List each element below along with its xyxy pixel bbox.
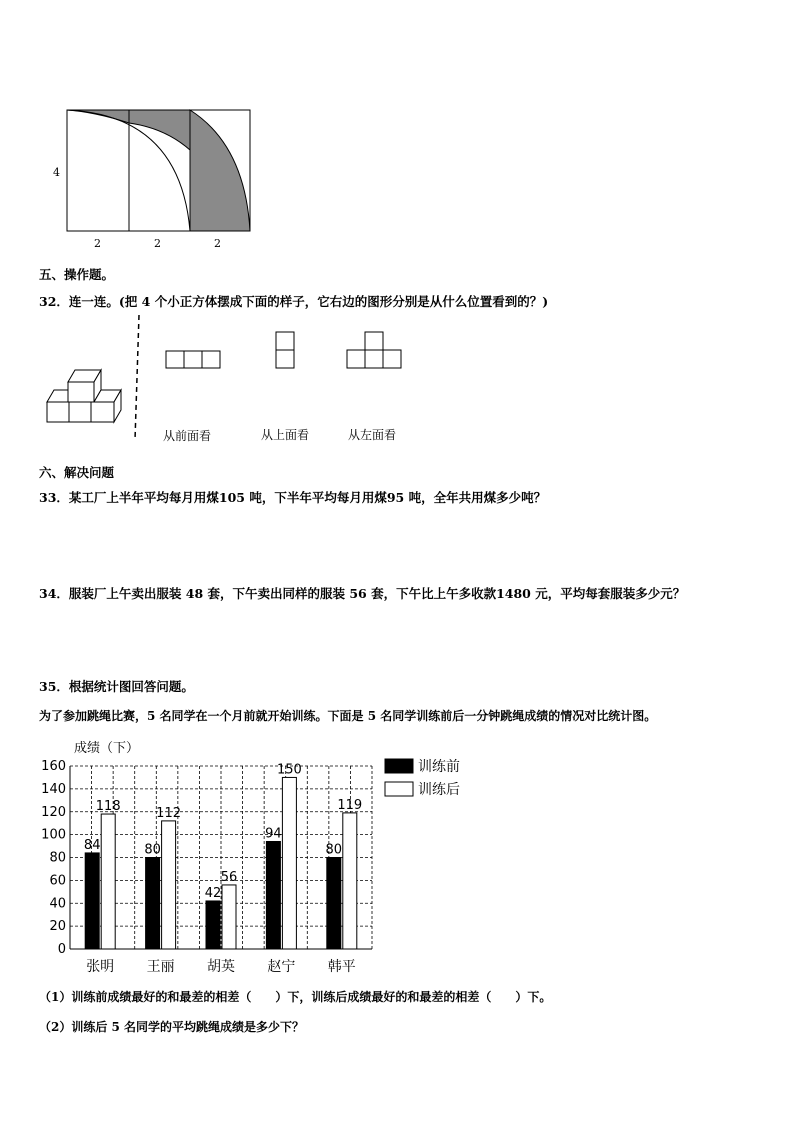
bottom-label-2: 2 <box>154 237 161 250</box>
bottom-label-3: 2 <box>214 237 221 250</box>
bar-value-label: 118 <box>95 799 121 815</box>
y-tick-label: 120 <box>41 804 66 820</box>
bar-value-label: 112 <box>156 805 182 821</box>
bar-before <box>327 858 341 950</box>
y-tick-label: 160 <box>41 759 66 774</box>
legend-swatch <box>385 759 413 773</box>
x-tick-label: 胡英 <box>207 959 235 975</box>
bar-value-label: 150 <box>276 762 302 778</box>
view-label-left: 从左面看 <box>348 428 397 442</box>
bar-value-label: 56 <box>220 869 238 885</box>
section-5-title: 五、操作题。 <box>39 267 115 282</box>
bar-after <box>222 885 236 949</box>
question-35: 35．根据统计图回答问题。 <box>39 679 194 694</box>
view-label-top: 从上面看 <box>261 428 310 442</box>
bar-after <box>162 821 176 949</box>
bar-after <box>282 777 296 949</box>
bar-value-label: 80 <box>144 842 161 858</box>
question-32: 32．连一连。(把 4 个小正方体摆成下面的样子，它右边的图形分别是从什么位置看到的？) <box>39 294 549 309</box>
question-35-intro: 为了参加跳绳比赛，5 名同学在一个月前就开始训练。下面是 5 名同学训练前后一分钟跳绳成绩的情况对比统计图。 <box>39 709 657 723</box>
x-tick-label: 赵宁 <box>267 959 296 975</box>
legend-label: 训练前 <box>418 759 460 775</box>
legend-swatch <box>385 782 413 796</box>
x-tick-label: 韩平 <box>327 959 356 975</box>
question-35-sub2: （2）训练后 5 名同学的平均跳绳成绩是多少下？ <box>39 1020 305 1034</box>
y-tick-label: 80 <box>49 850 66 866</box>
section-6-title: 六、解决问题 <box>39 465 115 480</box>
question-35-sub1: （1）训练前成绩最好的和最差的相差（ ）下，训练后成绩最好的和最差的相差（ ）下。 <box>39 990 552 1004</box>
y-axis-title: 成绩（下） <box>74 741 140 756</box>
y-tick-label: 0 <box>57 942 66 957</box>
bar-after <box>101 814 115 949</box>
y-tick-label: 20 <box>49 919 66 935</box>
y-tick-label: 140 <box>41 781 66 797</box>
legend-label: 训练后 <box>418 782 460 798</box>
y-tick-label: 40 <box>49 896 66 912</box>
bar-before <box>266 841 280 949</box>
side-length-label: 4 <box>53 166 60 179</box>
question-33: 33．某工厂上半年平均每月用煤105 吨，下半年平均每月用煤95 吨，全年共用煤多少吨？ <box>39 490 547 505</box>
bottom-label-1: 2 <box>94 237 101 250</box>
view-label-front: 从前面看 <box>163 429 212 443</box>
bar-value-label: 94 <box>265 826 282 842</box>
bar-before <box>206 901 220 949</box>
question-34: 34．服装厂上午卖出服装 48 套，下午卖出同样的服装 56 套，下午比上午多收款1480 元，平均每套服装多少元？ <box>39 586 686 601</box>
y-tick-label: 60 <box>49 873 66 889</box>
x-tick-label: 张明 <box>86 959 115 975</box>
bar-before <box>85 853 99 949</box>
bar-value-label: 84 <box>83 837 101 853</box>
bar-value-label: 42 <box>204 885 222 901</box>
bar-value-label: 80 <box>325 842 343 858</box>
bar-after <box>343 813 357 949</box>
bar-before <box>146 858 160 950</box>
y-tick-label: 100 <box>41 827 66 843</box>
x-tick-label: 王丽 <box>146 959 175 975</box>
bar-value-label: 119 <box>337 797 363 813</box>
